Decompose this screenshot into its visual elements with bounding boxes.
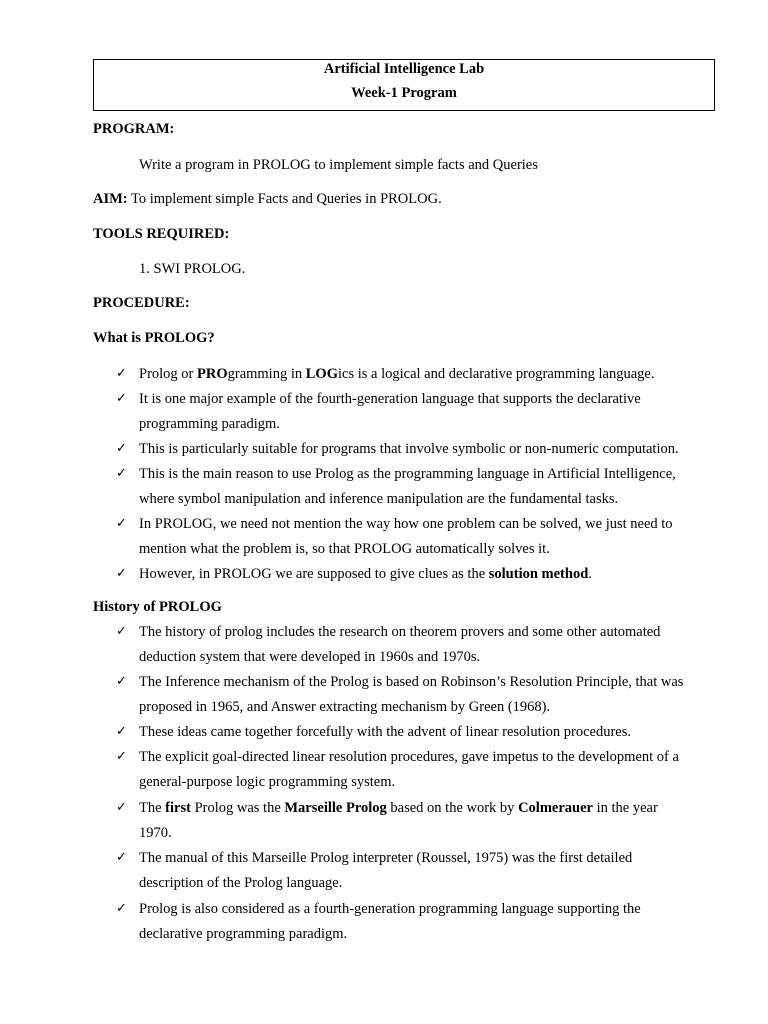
list-item: This is particularly suitable for programs that involve symbolic or non-numeric computation. [139, 441, 679, 457]
document-title: Artificial Intelligence Lab [323, 61, 485, 77]
list-item-continuation: where symbol manipulation and inference manipulation are the fundamental tasks. [139, 491, 619, 507]
list-item: This is the main reason to use Prolog as the programming language in Artificial Intelligence, [139, 466, 676, 482]
list-item: The first Prolog was the Marseille Prolog based on the work by Colmerauer in the year [139, 800, 658, 816]
list-item-continuation: deduction system that were developed in 1960s and 1970s. [139, 649, 481, 665]
list-item: However, in PROLOG we are supposed to give clues as the solution method. [139, 566, 592, 582]
what-is-heading: What is PROLOG? [93, 330, 215, 346]
list-item-continuation: general-purpose logic programming system. [139, 774, 396, 790]
list-item: Prolog is also considered as a fourth-generation programming language supporting the [139, 901, 641, 917]
list-item: The history of prolog includes the research on theorem provers and some other automated [139, 624, 661, 640]
document-subtitle: Week-1 Program [351, 85, 457, 101]
checkmark-icon: ✓ [116, 850, 127, 865]
list-item-continuation: 1970. [139, 825, 172, 841]
checkmark-icon: ✓ [116, 749, 127, 764]
list-item-continuation: programming paradigm. [139, 416, 280, 432]
list-item: Prolog or PROgramming in LOGics is a logical and declarative programming language. [139, 366, 655, 382]
checkmark-icon: ✓ [116, 566, 127, 581]
checkmark-icon: ✓ [116, 674, 127, 689]
checkmark-icon: ✓ [116, 366, 127, 381]
list-item: In PROLOG, we need not mention the way how one problem can be solved, we just need to [139, 516, 673, 532]
procedure-heading: PROCEDURE: [93, 295, 190, 311]
list-item: The Inference mechanism of the Prolog is based on Robinson’s Resolution Principle, that was [139, 674, 684, 690]
list-item-continuation: mention what the problem is, so that PROLOG automatically solves it. [139, 541, 550, 557]
aim-line [93, 191, 442, 208]
checkmark-icon: ✓ [116, 466, 127, 481]
tools-list-item: 1. SWI PROLOG. [139, 261, 246, 277]
list-item: It is one major example of the fourth-generation language that supports the declarative [139, 391, 641, 407]
list-item-continuation: proposed in 1965, and Answer extracting mechanism by Green (1968). [139, 699, 551, 715]
checkmark-icon: ✓ [116, 391, 127, 406]
checkmark-icon: ✓ [116, 624, 127, 639]
history-heading: History of PROLOG [93, 599, 222, 615]
program-text: Write a program in PROLOG to implement simple facts and Queries [139, 157, 538, 173]
title-box [93, 59, 715, 111]
checkmark-icon: ✓ [116, 441, 127, 456]
checkmark-icon: ✓ [116, 800, 127, 815]
checkmark-icon: ✓ [116, 516, 127, 531]
program-heading: PROGRAM: [93, 121, 175, 137]
list-item: These ideas came together forcefully with the advent of linear resolution procedures. [139, 724, 632, 740]
checkmark-icon: ✓ [116, 901, 127, 916]
list-item: The explicit goal-directed linear resolution procedures, gave impetus to the development of a [139, 749, 679, 765]
aim-text: To implement simple Facts and Queries in PROLOG. [127, 191, 442, 207]
list-item: The manual of this Marseille Prolog interpreter (Roussel, 1975) was the first detailed [139, 850, 633, 866]
list-item-continuation: description of the Prolog language. [139, 875, 343, 891]
aim-label: AIM: [93, 191, 128, 207]
list-item-continuation: declarative programming paradigm. [139, 926, 348, 942]
tools-heading: TOOLS REQUIRED: [93, 226, 230, 242]
checkmark-icon: ✓ [116, 724, 127, 739]
